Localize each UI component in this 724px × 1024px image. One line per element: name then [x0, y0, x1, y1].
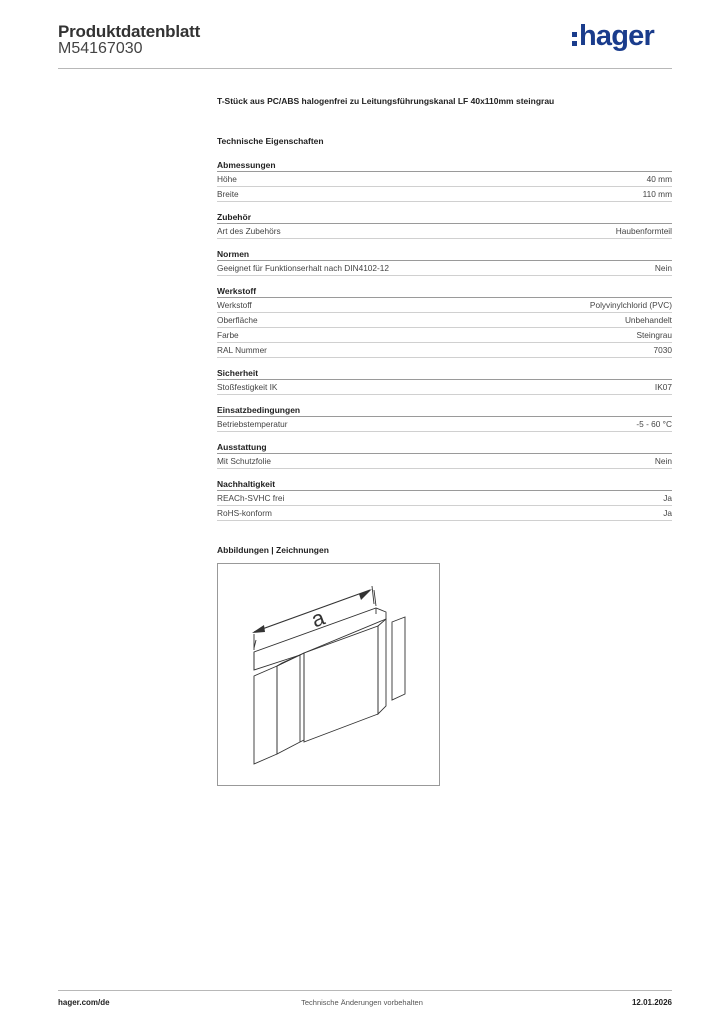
property-label: Breite [217, 189, 239, 199]
property-row [217, 261, 672, 276]
section-title: Technische Eigenschaften [217, 136, 324, 146]
dimension-arrow-left-icon [252, 625, 265, 633]
footer-website: hager.com/de [58, 998, 110, 1007]
footer-date: 12.01.2026 [631, 998, 672, 1007]
property-value: Nein [654, 456, 672, 466]
property-row [217, 454, 672, 469]
property-group-title: Abmessungen [217, 159, 672, 172]
hager-logo [572, 20, 654, 53]
property-group [217, 159, 672, 202]
drawing-left-cap [254, 666, 277, 764]
property-label: Farbe [217, 330, 239, 340]
property-value: Haubenformteil [615, 226, 672, 236]
property-row [217, 328, 672, 343]
property-value: 7030 [653, 345, 672, 355]
property-value: Steingrau [636, 330, 672, 340]
property-label: Mit Schutzfolie [217, 456, 271, 466]
property-value: Ja [663, 508, 672, 518]
product-description: T-Stück aus PC/ABS halogenfrei zu Leitungsführungskanal LF 40x110mm steingrau [217, 96, 555, 106]
property-label: Höhe [217, 174, 237, 184]
property-value: Ja [663, 493, 672, 503]
drawing-right-flange [378, 619, 386, 714]
logo-text: hager [579, 20, 654, 52]
property-row [217, 172, 672, 187]
property-group [217, 404, 672, 432]
t-piece-drawing [218, 564, 439, 785]
property-row [217, 417, 672, 432]
property-row [217, 491, 672, 506]
property-label: Oberfläche [217, 315, 258, 325]
property-group-title: Normen [217, 248, 672, 261]
property-label: Werkstoff [217, 300, 252, 310]
document-title: Produktdatenblatt [58, 22, 201, 41]
property-row [217, 313, 672, 328]
footer-note: Technische Änderungen vorbehalten [301, 998, 423, 1007]
property-group [217, 441, 672, 469]
property-label: RoHS-konform [217, 508, 272, 518]
drawing-main-body [304, 626, 378, 742]
header-divider [58, 68, 672, 69]
property-label: Geeignet für Funktionserhalt nach DIN4102-12 [217, 263, 390, 273]
property-group-title: Sicherheit [217, 367, 672, 380]
properties-list [217, 159, 672, 521]
drawing-right-cap [392, 617, 405, 700]
property-row [217, 224, 672, 239]
property-label: Stoßfestigkeit IK [217, 382, 278, 392]
property-group [217, 367, 672, 395]
figure-drawing [217, 563, 440, 786]
property-group-title: Werkstoff [217, 285, 672, 298]
property-value: IK07 [654, 382, 672, 392]
property-group [217, 248, 672, 276]
property-label: Betriebstemperatur [217, 419, 288, 429]
footer-divider [58, 990, 672, 991]
dimension-arrow-right-icon [359, 589, 372, 600]
logo-dots-icon [572, 30, 577, 48]
property-group [217, 478, 672, 521]
property-value: Unbehandelt [624, 315, 672, 325]
property-value: 40 mm [646, 174, 672, 184]
page-header [58, 20, 672, 68]
property-value: 110 mm [642, 189, 672, 199]
property-group-title: Ausstattung [217, 441, 672, 454]
drawing-left-flange [277, 655, 300, 754]
property-group [217, 285, 672, 358]
property-group-title: Einsatzbedingungen [217, 404, 672, 417]
property-label: REACh-SVHC frei [217, 493, 285, 503]
main-content [217, 96, 672, 786]
property-value: Nein [654, 263, 672, 273]
property-row [217, 380, 672, 395]
property-row [217, 506, 672, 521]
property-value: -5 - 60 °C [636, 419, 672, 429]
property-group-title: Nachhaltigkeit [217, 478, 672, 491]
property-label: RAL Nummer [217, 345, 267, 355]
property-group [217, 211, 672, 239]
property-value: Polyvinylchlorid (PVC) [589, 300, 672, 310]
dimension-label: a [307, 604, 328, 633]
property-row [217, 298, 672, 313]
article-number: M54167030 [58, 40, 143, 57]
property-row [217, 187, 672, 202]
property-label: Art des Zubehörs [217, 226, 281, 236]
property-group-title: Zubehör [217, 211, 672, 224]
property-row [217, 343, 672, 358]
figure-title: Abbildungen | Zeichnungen [217, 545, 329, 555]
